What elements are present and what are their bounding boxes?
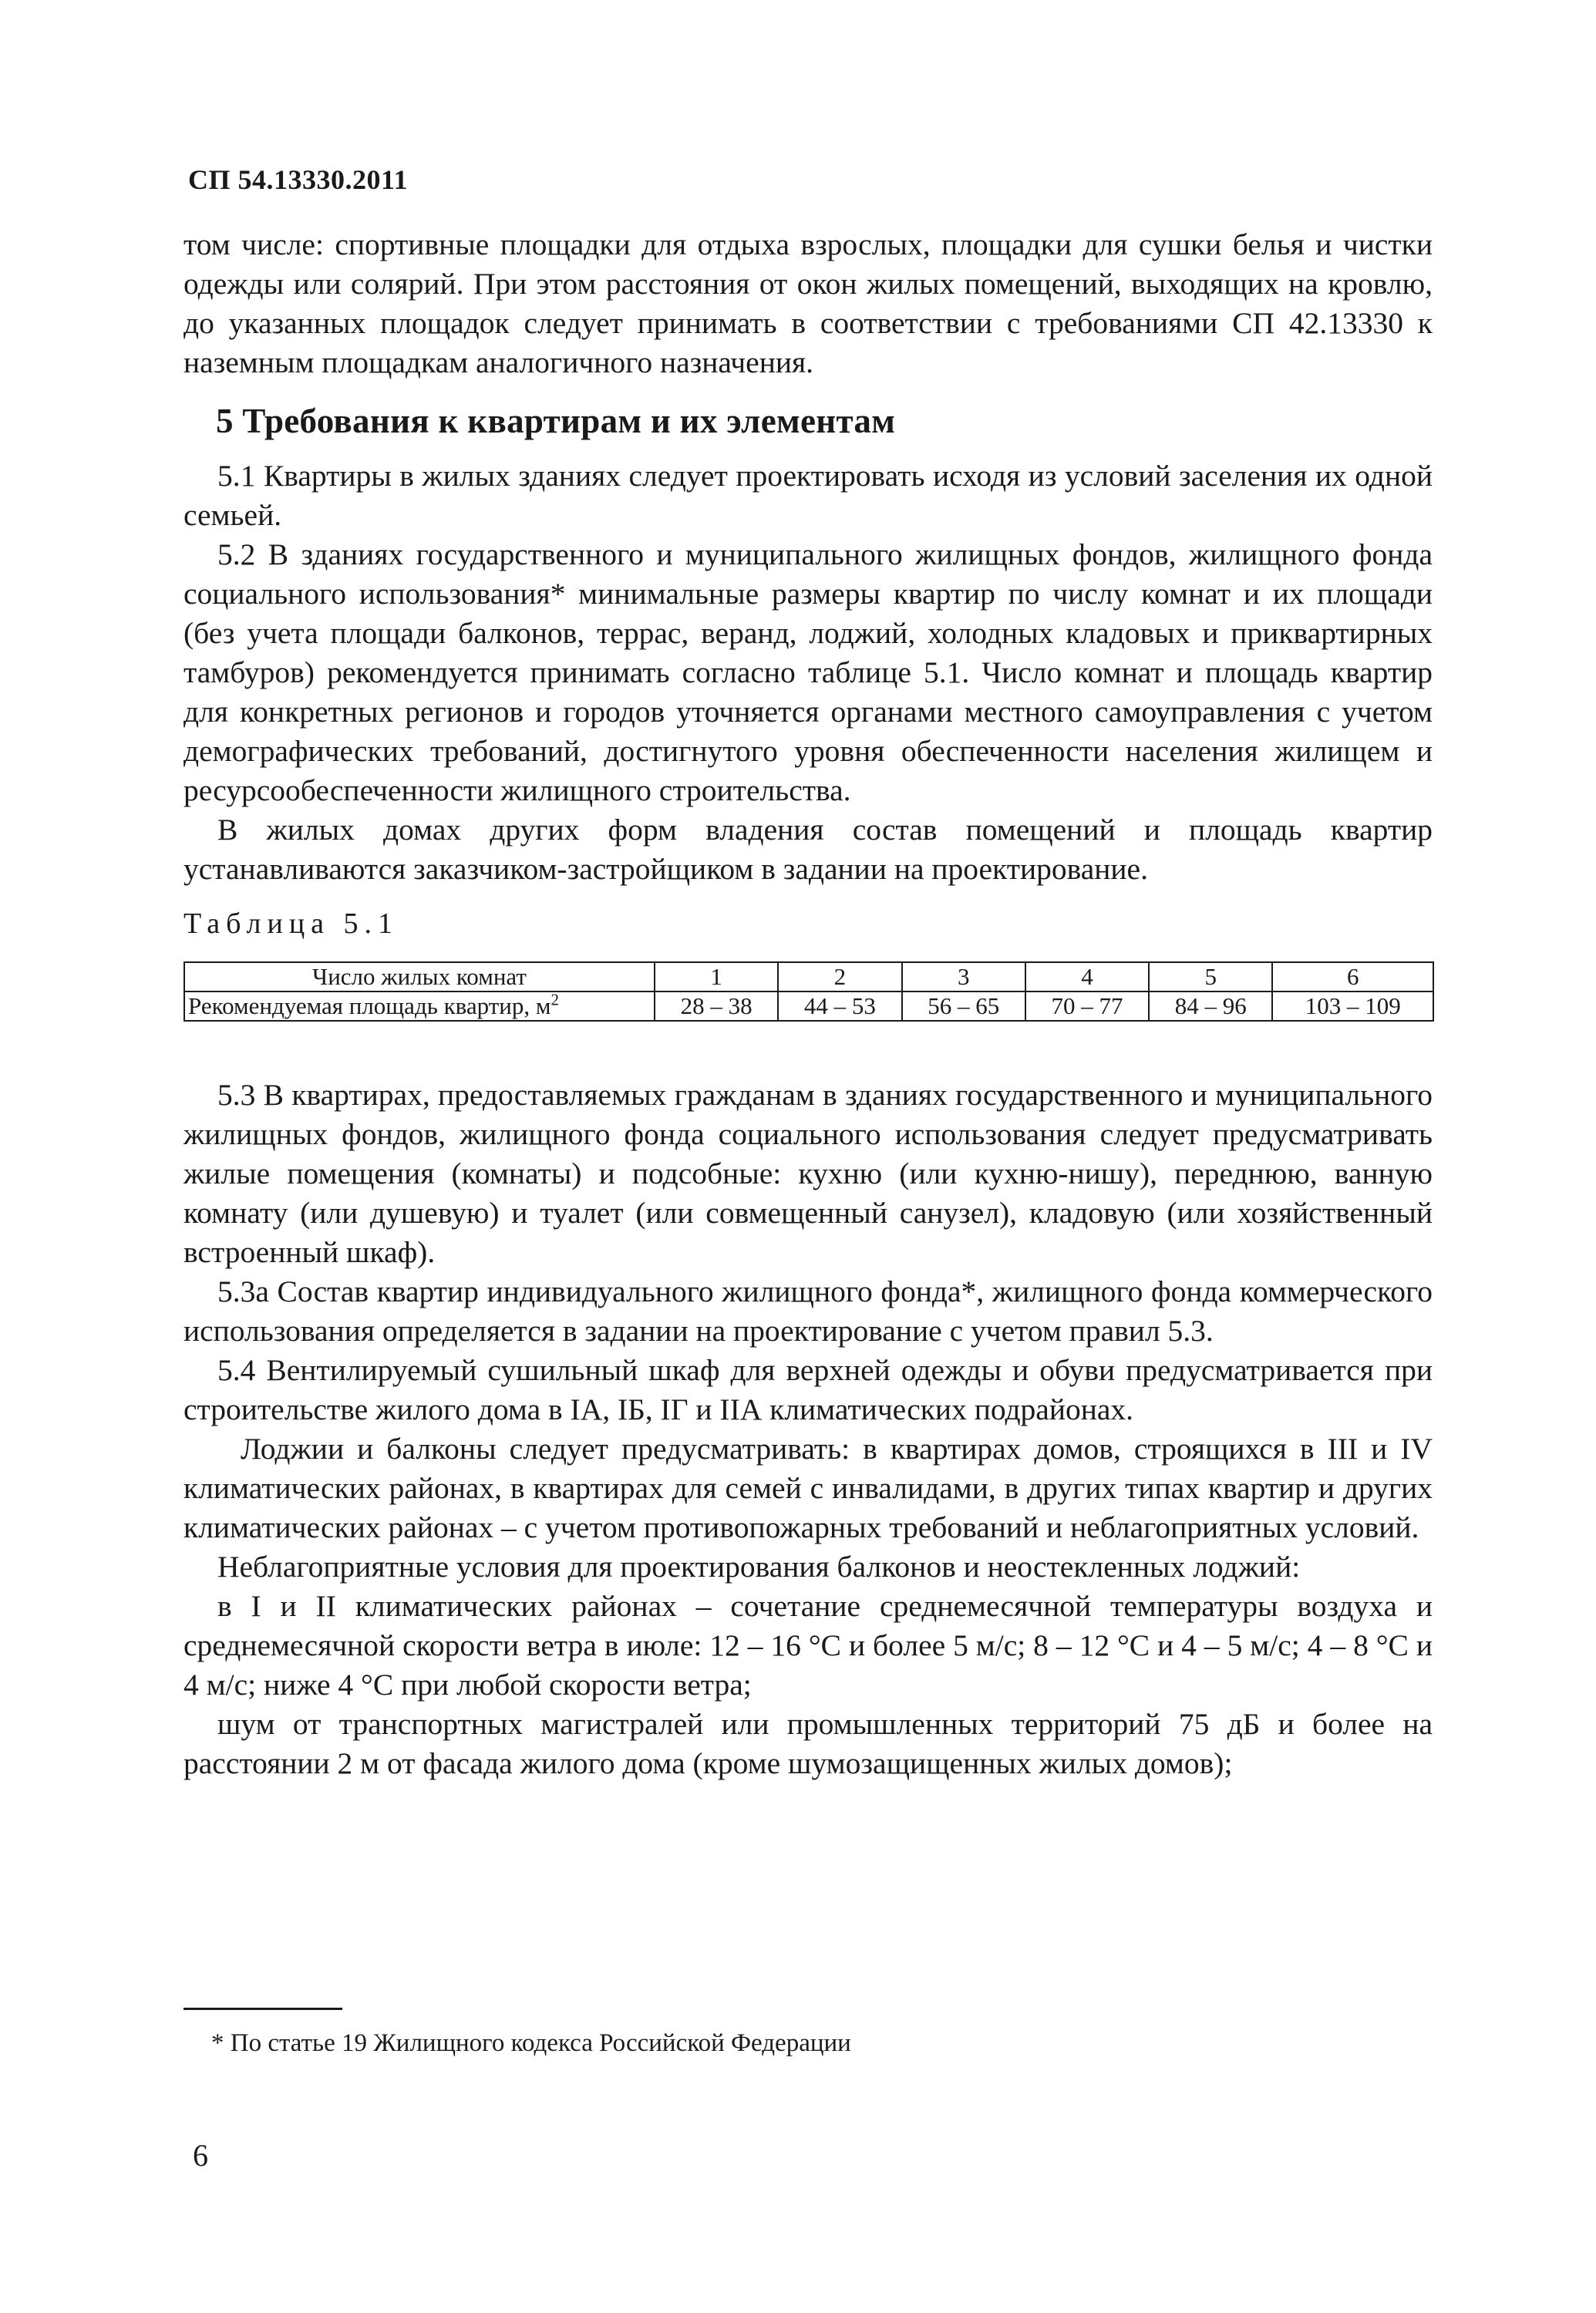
paragraph-5-3a: 5.3а Состав квартир индивидуального жилищного фонда*, жилищного фонда коммерческого использования определяется в задании на проектирование с учетом правил 5.3.	[184, 1274, 1433, 1348]
table-cell-rooms: 5	[1149, 962, 1272, 992]
area-unit-superscript: 2	[551, 990, 559, 1009]
paragraph-noise: шум от транспортных магистралей или промышленных территорий 75 дБ и более на расстоянии 2 м от фасада жилого дома (кроме шумозащищенных жилых домов);	[184, 1707, 1433, 1780]
table-cell-rooms: 1	[655, 962, 778, 992]
paragraph-5-2: 5.2 В зданиях государственного и муниципального жилищных фондов, жилищного фонда социального использования* минимальные размеры квартир по числу комнат и их площади (без учета площади балконов, террас, веранд, лоджий, холодных кладовых и приквартирных тамбуров) рекомендуется принимать согласно таблице 5.1. Число комнат и площадь квартир для конкретных регионов и городов уточняется органами местного самоуправления с учетом демографических требований, достигнутого уровня обеспеченности населения жилищем и ресурсообеспеченности жилищного строительства.	[184, 537, 1433, 807]
page-content	[184, 225, 1433, 1783]
table-cell-rooms: 6	[1272, 962, 1433, 992]
paragraph-unfavorable: Неблагоприятные условия для проектирования балконов и неостекленных лоджий:	[217, 1550, 1301, 1584]
table-row-areas	[184, 992, 1433, 1021]
table-cell-area-label	[184, 992, 655, 1021]
document-code: СП 54.13330.2011	[188, 164, 409, 195]
section-heading: 5 Требования к квартирам и их элементам	[216, 402, 896, 440]
paragraph-loggias: Лоджии и балконы следует предусматривать: в квартирах домов, строящихся в III и IV климатических районах, в квартирах для семей с инвалидами, в других типах квартир и других климатических районах – с учетом противопожарных требований и неблагоприятных условий.	[184, 1432, 1433, 1544]
paragraph-5-3: 5.3 В квартирах, предоставляемых гражданам в зданиях государственного и муниципального жилищных фондов, жилищного фонда социального использования следует предусматривать жилые помещения (комнаты) и подсобные: кухню (или кухню-нишу), переднюю, ванную комнату (или душевую) и туалет (или совмещенный санузел), кладовую (или хозяйственный встроенный шкаф).	[184, 1078, 1433, 1269]
table-cell-rooms: 2	[778, 962, 901, 992]
paragraph-5-4: 5.4 Вентилируемый сушильный шкаф для верхней одежды и обуви предусматривается при строительстве жилого дома в IА, IБ, IГ и IIА климатических подрайонах.	[184, 1353, 1433, 1426]
table-cell-area: 70 – 77	[1025, 992, 1149, 1021]
table-cell-area: 103 – 109	[1272, 992, 1433, 1021]
table-caption: Таблица 5.1	[184, 907, 399, 940]
page-number: 6	[193, 2138, 208, 2173]
table-cell-rooms-label: Число жилых комнат	[184, 962, 655, 992]
paragraph-climate: в I и II климатических районах – сочетание среднемесячной температуры воздуха и среднемесячной скорости ветра в июле: 12 – 16 °С и более 5 м/с; 8 – 12 °С и 4 – 5 м/с; 4 – 8 °С и 4 м/с; ниже 4 °С при любой скорости ветра;	[184, 1589, 1433, 1702]
paragraph-other-forms: В жилых домах других форм владения состав помещений и площадь квартир устанавливаются заказчиком-застройщиком в задании на проектирование.	[184, 813, 1433, 886]
table-cell-area: 28 – 38	[655, 992, 778, 1021]
paragraph-5-1: 5.1 Квартиры в жилых зданиях следует проектировать исходя из условий заселения их одной семьей.	[184, 459, 1433, 532]
paragraph-continued: том числе: спортивные площадки для отдыха взрослых, площадки для сушки белья и чистки одежды или солярий. При этом расстояния от окон жилых помещений, выходящих на кровлю, до указанных площадок следует принимать в соответствии с требованиями СП 42.13330 к наземным площадкам аналогичного назначения.	[184, 227, 1433, 379]
footnote-divider	[184, 2008, 342, 2010]
table-row-rooms	[184, 962, 1433, 992]
footnote: * По статье 19 Жилищного кодекса Российской Федерации	[211, 2029, 851, 2057]
area-label-text: Рекомендуемая площадь квартир, м	[188, 992, 551, 1019]
apartment-area-table	[184, 961, 1434, 1022]
table-cell-area: 44 – 53	[778, 992, 901, 1021]
table-cell-area: 56 – 65	[902, 992, 1025, 1021]
table-cell-rooms: 4	[1025, 962, 1149, 992]
table-cell-rooms: 3	[902, 962, 1025, 992]
table-cell-area: 84 – 96	[1149, 992, 1272, 1021]
